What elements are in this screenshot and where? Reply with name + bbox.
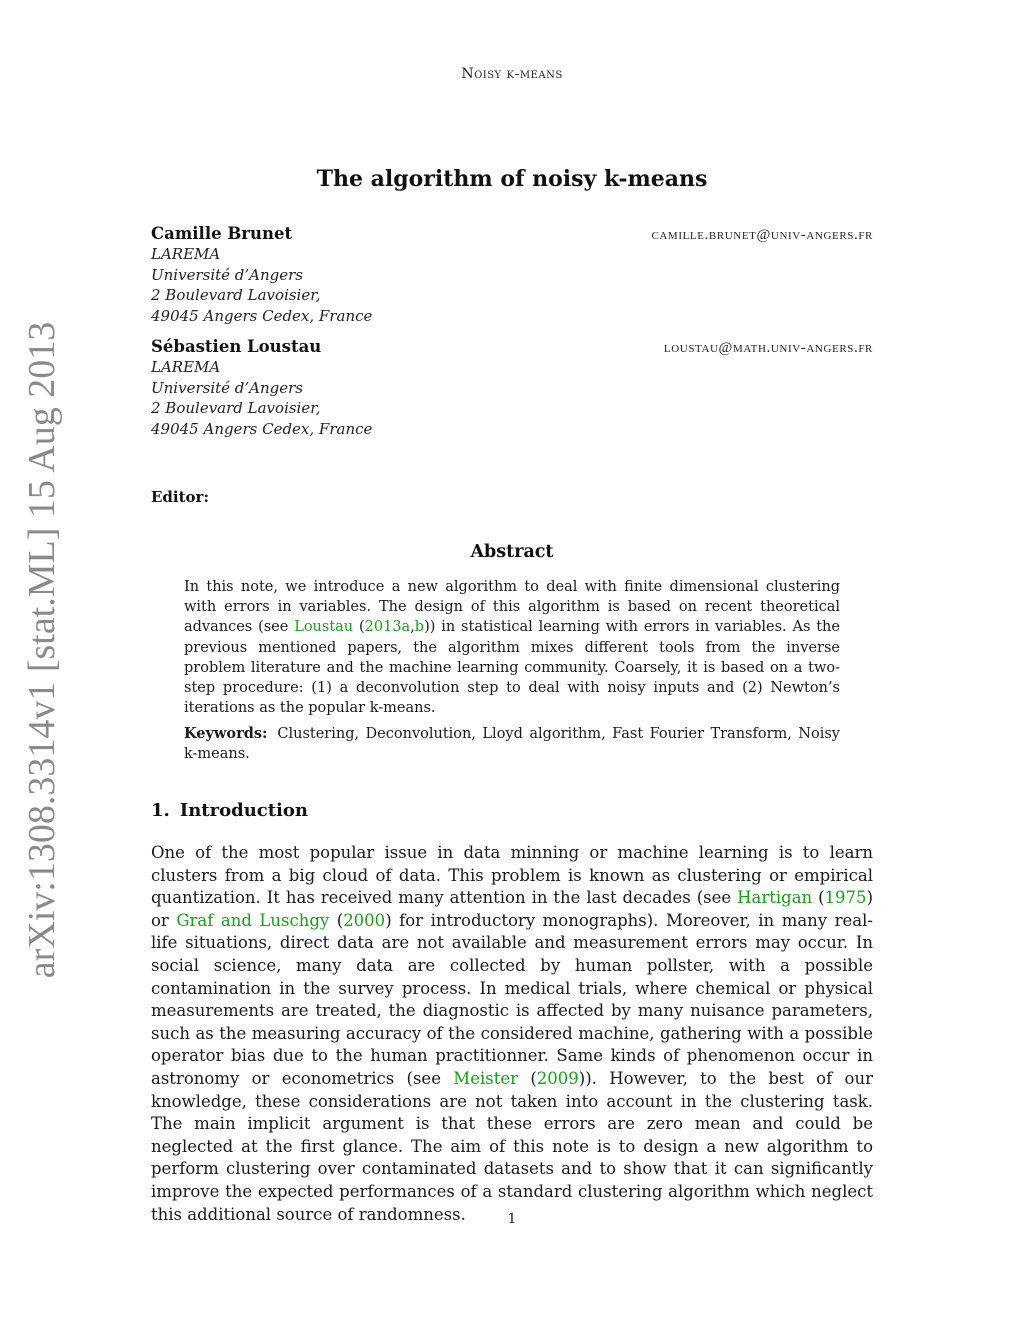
affiliation-line: 49045 Angers Cedex, France bbox=[151, 419, 373, 438]
affiliation-line: Université d’Angers bbox=[151, 378, 303, 397]
citation-link[interactable]: 2009 bbox=[536, 1068, 579, 1088]
abstract-text: In this note, we introduce a new algorithm to deal with finite dimensional clustering with errors in variables. The design of this algorithm is based on recent theoretical advances (see bbox=[184, 579, 840, 636]
section-heading bbox=[151, 800, 308, 821]
citation-link[interactable]: Hartigan bbox=[737, 888, 813, 908]
keywords-label: Keywords: bbox=[184, 725, 268, 742]
citation-link[interactable]: Loustau bbox=[294, 619, 354, 636]
affiliation-line: LAREMA bbox=[151, 245, 221, 263]
affiliation-line: 2 Boulevard Lavoisier, bbox=[151, 399, 321, 417]
author-block-1 bbox=[151, 224, 873, 326]
intro-text: ( bbox=[517, 1068, 537, 1088]
affiliation-line: 2 Boulevard Lavoisier, bbox=[151, 286, 321, 304]
intro-text: ) for introductory monographs). Moreover, in many real-life situations, direct data are not available and measurement errors may occur. In social science, many data are collected by human pollster, with a possible contamination in the survey process. In medical trials, where chemical or physical measurements are treated, the diagnostic is affected by many nuisance parameters, such as the measuring accuracy of the considered machine, gathering with a possible operator bias due to the human practitionner. Same kinds of phenomenon occur in astronomy or econometrics (see bbox=[151, 910, 873, 1088]
abstract-text: ( bbox=[353, 619, 365, 636]
intro-text: ( bbox=[812, 888, 825, 908]
citation-link[interactable]: Meister bbox=[453, 1068, 518, 1088]
abstract-body bbox=[184, 577, 840, 718]
citation-link[interactable]: 2000 bbox=[343, 910, 386, 930]
abstract-text: , bbox=[410, 619, 415, 636]
citation-link[interactable]: Graf and Luschgy bbox=[176, 910, 330, 930]
abstract-text: )) in statistical learning with errors in variables. As the previous mentioned papers, the algorithm mixes different tools from the inverse problem literature and the machine learning community. Coarsely, it is based on a two-step procedure: (1) a deconvolution step to deal with noisy inputs and (2) Newton’s iterations as the popular k-means. bbox=[184, 619, 840, 717]
citation-link[interactable]: b bbox=[414, 619, 425, 636]
running-head: Noisy k-means bbox=[461, 66, 563, 82]
intro-text: ) or bbox=[151, 888, 873, 930]
abstract-heading: Abstract bbox=[470, 542, 554, 562]
author-block-2 bbox=[151, 337, 873, 439]
keywords-text: Clustering, Deconvolution, Lloyd algorithm, Fast Fourier Transform, Noisy k-means. bbox=[184, 726, 840, 763]
page-number: 1 bbox=[507, 1211, 517, 1227]
author-name: Camille Brunet bbox=[151, 224, 293, 243]
author-line bbox=[151, 337, 873, 357]
author-email[interactable]: camille.brunet@univ-angers.fr bbox=[651, 227, 873, 243]
intro-text: ( bbox=[329, 910, 344, 930]
affiliation-line: Université d’Angers bbox=[151, 265, 303, 284]
author-name: Sébastien Loustau bbox=[151, 337, 322, 356]
editor-label: Editor: bbox=[151, 488, 209, 506]
introduction-paragraph bbox=[151, 842, 873, 1226]
intro-text: One of the most popular issue in data minning or machine learning is to learn clusters from a big cloud of data. This problem is known as clustering or empirical quantization. It has received many attention in the last decades (see bbox=[151, 843, 873, 908]
arxiv-stamp: arXiv:1308.3314v1 [stat.ML] 15 Aug 2013 bbox=[21, 321, 63, 979]
paper-title: The algorithm of noisy k-means bbox=[316, 166, 708, 192]
affiliation-line: 49045 Angers Cedex, France bbox=[151, 306, 373, 325]
keywords bbox=[184, 724, 840, 764]
section-number: 1. bbox=[151, 800, 170, 821]
citation-link[interactable]: 2013a bbox=[364, 619, 411, 636]
affiliation-line: LAREMA bbox=[151, 358, 221, 376]
author-line bbox=[151, 224, 873, 244]
intro-text: )). However, to the best of our knowledge, these considerations are not taken into account in the clustering task. The main implicit argument is that these errors are zero mean and could be neglected at the first glance. The aim of this note is to design a new algorithm to perform clustering over contaminated datasets and to show that it can significantly improve the expected performances of a standard clustering algorithm which neglect this additional source of randomness. bbox=[151, 1068, 873, 1224]
author-email[interactable]: loustau@math.univ-angers.fr bbox=[663, 340, 873, 356]
section-title: Introduction bbox=[179, 800, 308, 821]
citation-link[interactable]: 1975 bbox=[824, 888, 867, 908]
